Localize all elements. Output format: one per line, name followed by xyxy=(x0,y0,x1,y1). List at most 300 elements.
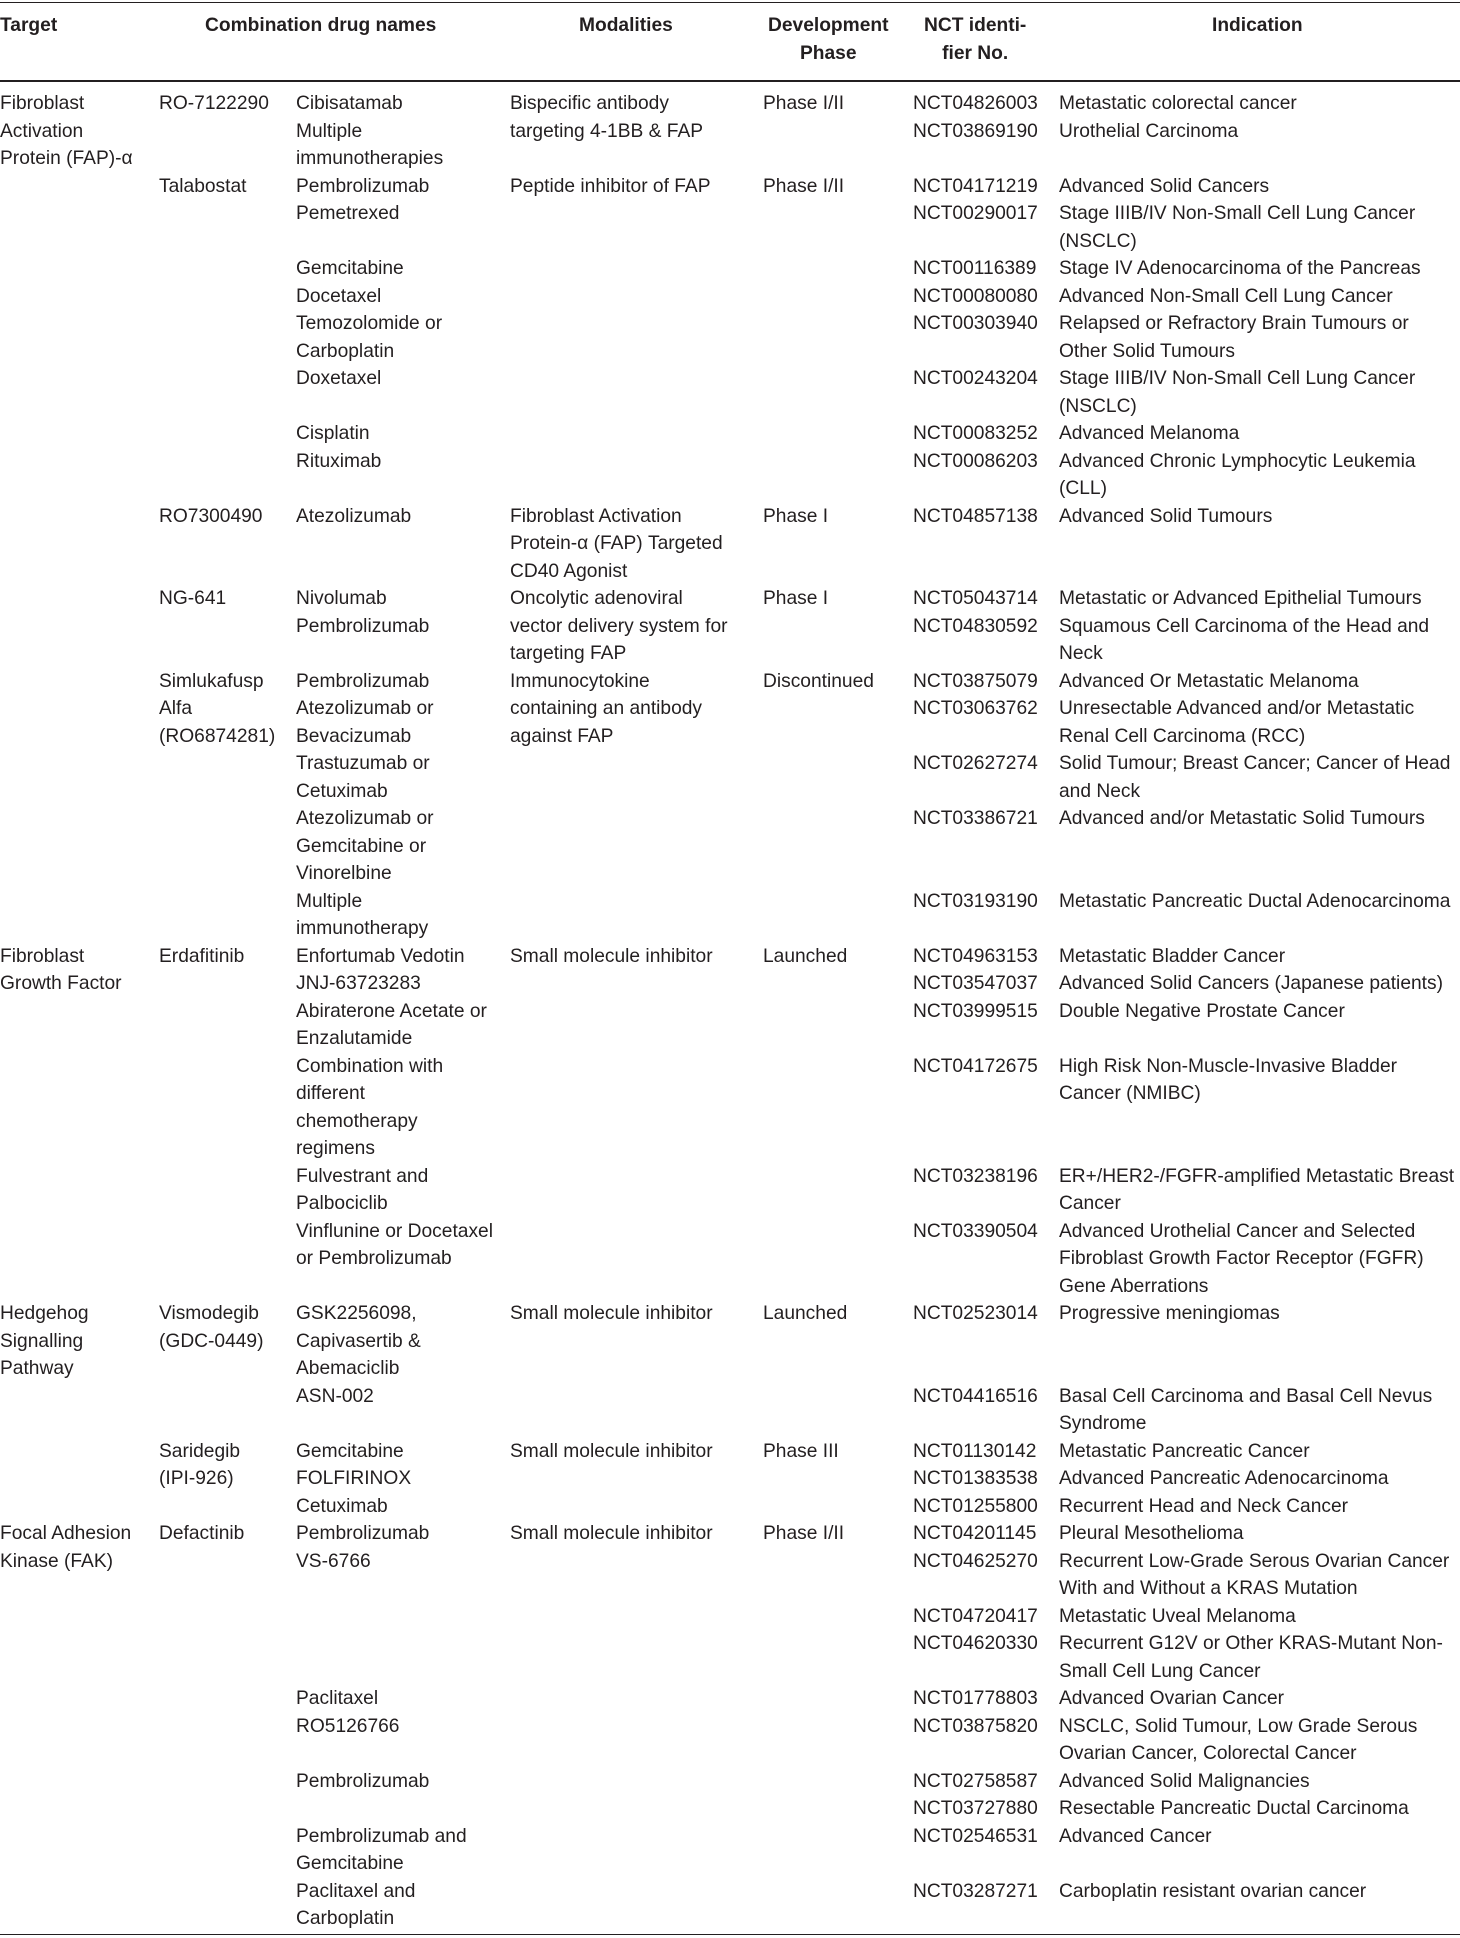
nct-cell: NCT02627274 xyxy=(913,753,1038,774)
combination-partner-cell-line: or Pembrolizumab xyxy=(296,1248,452,1269)
combination-partner-cell xyxy=(296,1163,428,1218)
indication-cell-line: Other Solid Tumours xyxy=(1059,340,1235,362)
target-cell-line: Activation xyxy=(0,120,84,142)
nct-cell: NCT01130142 xyxy=(913,1440,1037,1462)
indication-cell xyxy=(1059,695,1414,750)
combination-partner-cell xyxy=(296,1878,415,1933)
drug-name-cell-line: Talabostat xyxy=(159,175,247,197)
combination-partner-cell-line: chemotherapy xyxy=(296,1110,418,1132)
target-cell xyxy=(0,90,133,173)
combination-partner-cell xyxy=(296,173,429,201)
modality-cell-line: Protein-α (FAP) Targeted xyxy=(510,533,723,554)
nct-cell: NCT04625270 xyxy=(913,1550,1038,1572)
nct-cell: NCT03727880 xyxy=(913,1798,1038,1819)
nct-cell: NCT01383538 xyxy=(913,1468,1038,1489)
target-cell-line: Kinase (FAK) xyxy=(0,1550,114,1572)
indication-cell xyxy=(1059,998,1345,1026)
indication-cell xyxy=(1059,420,1239,448)
drug-name-cell-line: Saridegib xyxy=(159,1440,241,1462)
indication-cell-line: Advanced Ovarian Cancer xyxy=(1059,1688,1285,1709)
indication-cell xyxy=(1059,1493,1348,1521)
indication-cell-line: Basal Cell Carcinoma and Basal Cell Nevus xyxy=(1059,1385,1433,1407)
combination-partner-cell-line: JNJ-63723283 xyxy=(296,973,421,994)
modality-cell xyxy=(510,585,728,668)
indication-cell xyxy=(1059,1300,1280,1328)
nct-cell: NCT04416516 xyxy=(913,1385,1038,1407)
modality-cell-line: Fibroblast Activation xyxy=(510,505,682,527)
drug-name-cell xyxy=(159,668,275,751)
combination-partner-cell-line: Doxetaxel xyxy=(296,368,382,389)
combination-partner-cell-line: VS-6766 xyxy=(296,1550,371,1572)
indication-cell-line: and Neck xyxy=(1059,780,1141,802)
indication-cell-line: Metastatic Uveal Melanoma xyxy=(1059,1605,1296,1627)
drug-name-cell xyxy=(159,943,244,971)
header-nct-identifier-line: NCT identi- xyxy=(924,15,1027,36)
modality-cell xyxy=(510,1520,713,1548)
nct-cell: NCT00243204 xyxy=(913,368,1038,389)
nct-cell: NCT00086203 xyxy=(913,450,1038,472)
indication-cell-line: Neck xyxy=(1059,643,1103,664)
indication-cell-line: NSCLC, Solid Tumour, Low Grade Serous xyxy=(1059,1715,1418,1737)
nct-cell: NCT04857138 xyxy=(913,505,1038,527)
indication-cell-line: Cancer xyxy=(1059,1193,1121,1214)
indication-cell-line: High Risk Non-Muscle-Invasive Bladder xyxy=(1059,1055,1398,1077)
indication-cell xyxy=(1059,585,1422,613)
modality-cell-line: Small molecule inhibitor xyxy=(510,1303,713,1324)
combination-partner-cell-line: Enfortumab Vedotin xyxy=(296,945,465,967)
target-cell-line: Signalling xyxy=(0,1330,84,1352)
combination-partner-cell-line: Pemetrexed xyxy=(296,203,400,224)
combination-partner-cell xyxy=(296,200,399,228)
combination-partner-cell xyxy=(296,805,434,888)
modality-cell xyxy=(510,503,723,586)
indication-cell xyxy=(1059,1383,1432,1438)
combination-partner-cell xyxy=(296,585,387,613)
indication-cell-line: Stage IIIB/IV Non-Small Cell Lung Cancer xyxy=(1059,203,1416,224)
target-cell-line: Fibroblast xyxy=(0,945,85,967)
combination-partner-cell-line: regimens xyxy=(296,1138,375,1159)
drug-name-cell-line: Alfa xyxy=(159,698,193,719)
header-indication: Indication xyxy=(1212,15,1303,36)
drug-name-cell-line: NG-641 xyxy=(159,588,227,609)
combination-partner-cell-line: Pembrolizumab xyxy=(296,1770,430,1792)
target-cell-line: Hedgehog xyxy=(0,1303,89,1324)
indication-cell-line: Metastatic Pancreatic Ductal Adenocarcinoma xyxy=(1059,890,1451,912)
modality-cell-line: targeting 4-1BB & FAP xyxy=(510,120,704,142)
combination-partner-cell-line: Trastuzumab or xyxy=(296,753,430,774)
combination-partner-cell-line: Paclitaxel xyxy=(296,1688,379,1709)
nct-cell: NCT04172675 xyxy=(913,1055,1038,1077)
combination-partner-cell-line: Capivasertib & xyxy=(296,1330,421,1352)
combination-partner-cell-line: Palbociclib xyxy=(296,1193,388,1214)
combination-partner-cell-line: Gemcitabine xyxy=(296,1440,404,1462)
combination-partner-cell-line: Atezolizumab or xyxy=(296,698,434,719)
combination-partner-cell-line: Temozolomide or xyxy=(296,313,443,334)
indication-cell xyxy=(1059,503,1272,531)
header-modalities: Modalities xyxy=(579,15,673,36)
nct-cell: NCT01778803 xyxy=(913,1688,1038,1709)
indication-cell xyxy=(1059,200,1415,255)
phase-cell: Phase I/II xyxy=(763,1523,845,1544)
header-combination-drug-names: Combination drug names xyxy=(205,15,437,36)
combination-partner-cell xyxy=(296,668,429,696)
combination-partner-cell xyxy=(296,1383,374,1411)
combination-partner-cell-line: Multiple xyxy=(296,120,363,142)
target-cell xyxy=(0,1520,131,1575)
combination-partner-cell-line: Multiple xyxy=(296,890,363,912)
nct-cell: NCT02546531 xyxy=(913,1825,1038,1847)
nct-cell: NCT00083252 xyxy=(913,423,1038,444)
drug-name-cell-line: RO-7122290 xyxy=(159,93,269,114)
combination-partner-cell xyxy=(296,365,381,393)
combination-partner-cell xyxy=(296,943,465,971)
indication-cell-line: Advanced Melanoma xyxy=(1059,423,1240,444)
indication-cell-line: Advanced Pancreatic Adenocarcinoma xyxy=(1059,1468,1389,1489)
combination-partner-cell-line: Pembrolizumab and xyxy=(296,1825,467,1847)
drug-name-cell xyxy=(159,503,262,531)
indication-cell-line: Metastatic or Advanced Epithelial Tumours xyxy=(1059,588,1422,609)
indication-cell-line: Recurrent G12V or Other KRAS-Mutant Non- xyxy=(1059,1633,1443,1654)
combination-partner-cell xyxy=(296,420,370,448)
indication-cell xyxy=(1059,1163,1454,1218)
combination-partner-cell-line: Pembrolizumab xyxy=(296,615,430,637)
modality-cell-line: Small molecule inhibitor xyxy=(510,945,713,967)
indication-cell-line: Progressive meningiomas xyxy=(1059,1303,1280,1324)
combination-partner-cell-line: immunotherapies xyxy=(296,148,444,169)
nct-cell: NCT03287271 xyxy=(913,1880,1038,1902)
combination-partner-cell-line: Vinorelbine xyxy=(296,863,392,884)
drug-name-cell-line: (GDC-0449) xyxy=(159,1330,264,1352)
indication-cell xyxy=(1059,1603,1296,1631)
indication-cell xyxy=(1059,1878,1366,1906)
nct-cell: NCT02523014 xyxy=(913,1303,1038,1324)
modality-cell-line: Oncolytic adenoviral xyxy=(510,588,683,609)
indication-cell-line: Advanced Solid Cancers xyxy=(1059,175,1270,197)
target-cell xyxy=(0,943,122,998)
nct-cell: NCT02758587 xyxy=(913,1770,1038,1792)
target-cell-line: Growth Factor xyxy=(0,973,122,994)
nct-cell: NCT03869190 xyxy=(913,120,1038,142)
indication-cell-line: Solid Tumour; Breast Cancer; Cancer of Head xyxy=(1059,753,1451,774)
nct-cell: NCT03547037 xyxy=(913,973,1038,994)
combination-partner-cell-line: Nivolumab xyxy=(296,588,387,609)
combination-partner-cell xyxy=(296,613,429,641)
combination-partner-cell xyxy=(296,750,430,805)
modality-cell-line: Small molecule inhibitor xyxy=(510,1523,713,1544)
phase-cell: Phase III xyxy=(763,1440,839,1462)
indication-cell xyxy=(1059,283,1393,311)
combination-partner-cell xyxy=(296,1493,388,1521)
phase-cell: Phase I/II xyxy=(763,93,845,114)
indication-cell-line: Ovarian Cancer, Colorectal Cancer xyxy=(1059,1743,1357,1764)
drug-name-cell-line: Simlukafusp xyxy=(159,670,264,692)
combination-partner-cell-line: Cetuximab xyxy=(296,780,388,802)
indication-cell xyxy=(1059,888,1450,916)
nct-cell: NCT03238196 xyxy=(913,1165,1038,1187)
combination-partner-cell-line: Rituximab xyxy=(296,450,382,472)
indication-cell xyxy=(1059,805,1425,833)
drug-name-cell xyxy=(159,1438,240,1493)
combination-partner-cell-line: FOLFIRINOX xyxy=(296,1468,412,1489)
indication-cell xyxy=(1059,173,1269,201)
indication-cell-line: Metastatic colorectal cancer xyxy=(1059,93,1297,114)
combination-partner-cell xyxy=(296,695,434,750)
nct-cell: NCT04620330 xyxy=(913,1633,1038,1654)
nct-cell: NCT00290017 xyxy=(913,203,1038,224)
modality-cell-line: containing an antibody xyxy=(510,698,703,719)
combination-partner-cell xyxy=(296,283,381,311)
combination-partner-cell xyxy=(296,503,411,531)
nct-cell: NCT03386721 xyxy=(913,808,1038,829)
target-cell-line: Protein (FAP)-α xyxy=(0,148,133,169)
indication-cell-line: (NSCLC) xyxy=(1059,395,1137,417)
combination-partner-cell-line: Carboplatin xyxy=(296,1908,395,1929)
header-development-phase xyxy=(768,12,888,67)
modality-cell xyxy=(510,173,711,201)
combination-partner-cell xyxy=(296,255,404,283)
drug-name-cell xyxy=(159,1520,244,1548)
combination-partner-cell-line: Vinflunine or Docetaxel xyxy=(296,1220,493,1242)
indication-cell-line: Stage IIIB/IV Non-Small Cell Lung Cancer xyxy=(1059,368,1416,389)
indication-cell-line: Advanced Non-Small Cell Lung Cancer xyxy=(1059,285,1393,307)
indication-cell-line: Small Cell Lung Cancer xyxy=(1059,1660,1261,1682)
target-cell-line: Focal Adhesion xyxy=(0,1523,132,1544)
phase-cell: Launched xyxy=(763,945,848,967)
bottom-rule xyxy=(0,1934,1460,1935)
drug-name-cell xyxy=(159,90,269,118)
combination-partner-cell-line: Cetuximab xyxy=(296,1495,388,1517)
combination-partner-cell-line: Pembrolizumab xyxy=(296,1523,430,1544)
indication-cell xyxy=(1059,1823,1212,1851)
combination-partner-cell xyxy=(296,1465,411,1493)
combination-partner-cell xyxy=(296,1768,429,1796)
indication-cell xyxy=(1059,1768,1310,1796)
indication-cell xyxy=(1059,1685,1284,1713)
combination-partner-cell-line: Enzalutamide xyxy=(296,1028,413,1049)
indication-cell-line: ER+/HER2-/FGFR-amplified Metastatic Breast xyxy=(1059,1165,1455,1187)
nct-cell: NCT03875820 xyxy=(913,1715,1038,1737)
modality-cell-line: Peptide inhibitor of FAP xyxy=(510,175,711,197)
indication-cell xyxy=(1059,1713,1417,1768)
header-nct-identifier xyxy=(924,12,1026,67)
indication-cell-line: Syndrome xyxy=(1059,1413,1147,1434)
combination-partner-cell xyxy=(296,1300,421,1383)
target-cell xyxy=(0,1300,89,1383)
modality-cell xyxy=(510,668,702,751)
indication-cell xyxy=(1059,310,1409,365)
nct-cell: NCT04201145 xyxy=(913,1523,1037,1544)
indication-cell-line: Advanced Solid Tumours xyxy=(1059,505,1273,527)
combination-partner-cell xyxy=(296,118,443,173)
modality-cell-line: targeting FAP xyxy=(510,643,627,664)
indication-cell xyxy=(1059,1053,1397,1108)
indication-cell-line: Fibroblast Growth Factor Receptor (FGFR) xyxy=(1059,1248,1424,1269)
nct-cell: NCT04830592 xyxy=(913,615,1038,637)
modality-cell-line: Bispecific antibody xyxy=(510,93,669,114)
header-development-phase-line: Phase xyxy=(799,42,857,64)
combination-partner-cell xyxy=(296,1548,371,1576)
indication-cell-line: (NSCLC) xyxy=(1059,230,1137,252)
combination-partner-cell-line: ASN-002 xyxy=(296,1385,374,1407)
combination-partner-cell xyxy=(296,448,381,476)
indication-cell-line: Urothelial Carcinoma xyxy=(1059,120,1239,142)
indication-cell xyxy=(1059,90,1297,118)
modality-cell xyxy=(510,943,713,971)
indication-cell-line: Resectable Pancreatic Ductal Carcinoma xyxy=(1059,1798,1409,1819)
indication-cell xyxy=(1059,1438,1310,1466)
indication-cell-line: Stage IV Adenocarcinoma of the Pancreas xyxy=(1059,258,1421,279)
combination-partner-cell xyxy=(296,970,421,998)
modality-cell-line: vector delivery system for xyxy=(510,615,728,637)
indication-cell xyxy=(1059,613,1429,668)
indication-cell-line: Advanced Solid Malignancies xyxy=(1059,1770,1310,1792)
indication-cell-line: (CLL) xyxy=(1059,478,1107,499)
header-development-phase-line: Development xyxy=(768,15,889,36)
combination-partner-cell-line: Abiraterone Acetate or xyxy=(296,1000,487,1022)
combination-partner-cell xyxy=(296,1438,404,1466)
combination-partner-cell-line: GSK2256098, xyxy=(296,1303,417,1324)
combination-partner-cell-line: Combination with xyxy=(296,1055,444,1077)
modality-cell-line: Immunocytokine xyxy=(510,670,650,692)
indication-cell xyxy=(1059,118,1238,146)
combination-partner-cell-line: Fulvestrant and xyxy=(296,1165,429,1187)
combination-partner-cell xyxy=(296,1823,467,1878)
indication-cell-line: Pleural Mesothelioma xyxy=(1059,1523,1244,1544)
nct-cell: NCT04720417 xyxy=(913,1605,1038,1627)
phase-cell: Phase I xyxy=(763,588,829,609)
indication-cell-line: With and Without a KRAS Mutation xyxy=(1059,1578,1358,1599)
modality-cell-line: CD40 Agonist xyxy=(510,560,628,582)
indication-cell xyxy=(1059,1520,1244,1548)
phase-cell: Launched xyxy=(763,1303,848,1324)
combination-partner-cell xyxy=(296,1218,493,1273)
combination-partner-cell-line: Docetaxel xyxy=(296,285,382,307)
indication-cell xyxy=(1059,1630,1443,1685)
indication-cell-line: Double Negative Prostate Cancer xyxy=(1059,1000,1345,1022)
indication-cell-line: Cancer (NMIBC) xyxy=(1059,1083,1201,1104)
drug-name-cell-line: (IPI-926) xyxy=(159,1468,234,1489)
drug-name-cell-line: (RO6874281) xyxy=(159,725,276,747)
indication-cell-line: Metastatic Pancreatic Cancer xyxy=(1059,1440,1310,1462)
combination-partner-cell-line: Gemcitabine xyxy=(296,1853,404,1874)
nct-cell: NCT05043714 xyxy=(913,588,1038,609)
nct-cell: NCT03390504 xyxy=(913,1220,1038,1242)
combination-partner-cell xyxy=(296,1520,429,1548)
indication-cell-line: Squamous Cell Carcinoma of the Head and xyxy=(1059,615,1430,637)
nct-cell: NCT00303940 xyxy=(913,313,1038,334)
drug-name-cell xyxy=(159,173,246,201)
combination-partner-cell-line: immunotherapy xyxy=(296,918,429,939)
modality-cell-line: Small molecule inhibitor xyxy=(510,1440,713,1462)
indication-cell-line: Advanced Cancer xyxy=(1059,1825,1212,1847)
combination-partner-cell-line: Cisplatin xyxy=(296,423,370,444)
indication-cell xyxy=(1059,365,1415,420)
nct-cell: NCT04826003 xyxy=(913,93,1038,114)
nct-cell: NCT04963153 xyxy=(913,945,1038,967)
combination-partner-cell-line: Pembrolizumab xyxy=(296,175,430,197)
indication-cell-line: Advanced and/or Metastatic Solid Tumours xyxy=(1059,808,1425,829)
phase-cell: Phase I xyxy=(763,505,829,527)
header-nct-identifier-line: fier No. xyxy=(942,42,1009,64)
indication-cell xyxy=(1059,750,1450,805)
indication-cell xyxy=(1059,1548,1449,1603)
nct-cell: NCT04171219 xyxy=(913,175,1038,197)
modality-cell xyxy=(510,1300,713,1328)
combination-partner-cell xyxy=(296,90,403,118)
combination-partner-cell-line: Gemcitabine xyxy=(296,258,404,279)
drug-name-cell xyxy=(159,585,226,613)
nct-cell: NCT03999515 xyxy=(913,1000,1038,1022)
drug-name-cell-line: Erdafitinib xyxy=(159,945,245,967)
indication-cell-line: Advanced Or Metastatic Melanoma xyxy=(1059,670,1359,692)
indication-cell-line: Gene Aberrations xyxy=(1059,1275,1209,1297)
combination-partner-cell-line: Abemaciclib xyxy=(296,1358,400,1379)
combination-partner-cell xyxy=(296,310,442,365)
indication-cell-line: Recurrent Low-Grade Serous Ovarian Cancer xyxy=(1059,1550,1450,1572)
indication-cell-line: Advanced Urothelial Cancer and Selected xyxy=(1059,1220,1416,1242)
nct-cell: NCT01255800 xyxy=(913,1495,1038,1517)
combination-partner-cell-line: Atezolizumab xyxy=(296,505,412,527)
indication-cell-line: Advanced Chronic Lymphocytic Leukemia xyxy=(1059,450,1416,472)
indication-cell-line: Renal Cell Carcinoma (RCC) xyxy=(1059,725,1306,747)
combination-partner-cell-line: Carboplatin xyxy=(296,340,395,362)
indication-cell-line: Carboplatin resistant ovarian cancer xyxy=(1059,1880,1367,1902)
nct-cell: NCT03875079 xyxy=(913,670,1038,692)
combination-partner-cell xyxy=(296,1713,399,1741)
combination-partner-cell-line: RO5126766 xyxy=(296,1715,400,1737)
indication-cell-line: Unresectable Advanced and/or Metastatic xyxy=(1059,698,1415,719)
phase-cell: Discontinued xyxy=(763,670,874,692)
modality-cell xyxy=(510,90,703,145)
indication-cell-line: Recurrent Head and Neck Cancer xyxy=(1059,1495,1349,1517)
target-cell-line: Fibroblast xyxy=(0,93,85,114)
indication-cell xyxy=(1059,970,1443,998)
nct-cell: NCT03063762 xyxy=(913,698,1038,719)
drug-name-cell-line: Vismodegib xyxy=(159,1303,259,1324)
indication-cell-line: Metastatic Bladder Cancer xyxy=(1059,945,1286,967)
combination-partner-cell-line: Paclitaxel and xyxy=(296,1880,416,1902)
indication-cell xyxy=(1059,1465,1389,1493)
combination-partner-cell-line: different xyxy=(296,1083,365,1104)
combination-partner-cell xyxy=(296,1685,378,1713)
indication-cell-line: Relapsed or Refractory Brain Tumours or xyxy=(1059,313,1409,334)
combination-partner-cell xyxy=(296,1053,443,1163)
indication-cell xyxy=(1059,943,1285,971)
target-cell-line: Pathway xyxy=(0,1358,74,1379)
header-target: Target xyxy=(0,15,58,36)
combination-partner-cell-line: Atezolizumab or xyxy=(296,808,434,829)
modality-cell xyxy=(510,1438,713,1466)
combination-partner-cell xyxy=(296,998,487,1053)
combination-partner-cell-line: Cibisatamab xyxy=(296,93,403,114)
indication-cell xyxy=(1059,255,1421,283)
nct-cell: NCT00080080 xyxy=(913,285,1038,307)
combination-partner-cell-line: Pembrolizumab xyxy=(296,670,430,692)
phase-cell: Phase I/II xyxy=(763,175,845,197)
header-rule xyxy=(0,80,1460,82)
drug-name-cell-line: Defactinib xyxy=(159,1523,245,1544)
modality-cell-line: against FAP xyxy=(510,725,614,747)
indication-cell xyxy=(1059,1795,1409,1823)
top-rule xyxy=(0,2,1460,3)
indication-cell xyxy=(1059,668,1359,696)
drug-name-cell-line: RO7300490 xyxy=(159,505,263,527)
indication-cell xyxy=(1059,448,1416,503)
indication-cell-line: Advanced Solid Cancers (Japanese patients) xyxy=(1059,973,1443,994)
combination-partner-cell-line: Gemcitabine or xyxy=(296,835,427,857)
combination-partner-cell xyxy=(296,888,428,943)
combination-partner-cell-line: Bevacizumab xyxy=(296,725,412,747)
